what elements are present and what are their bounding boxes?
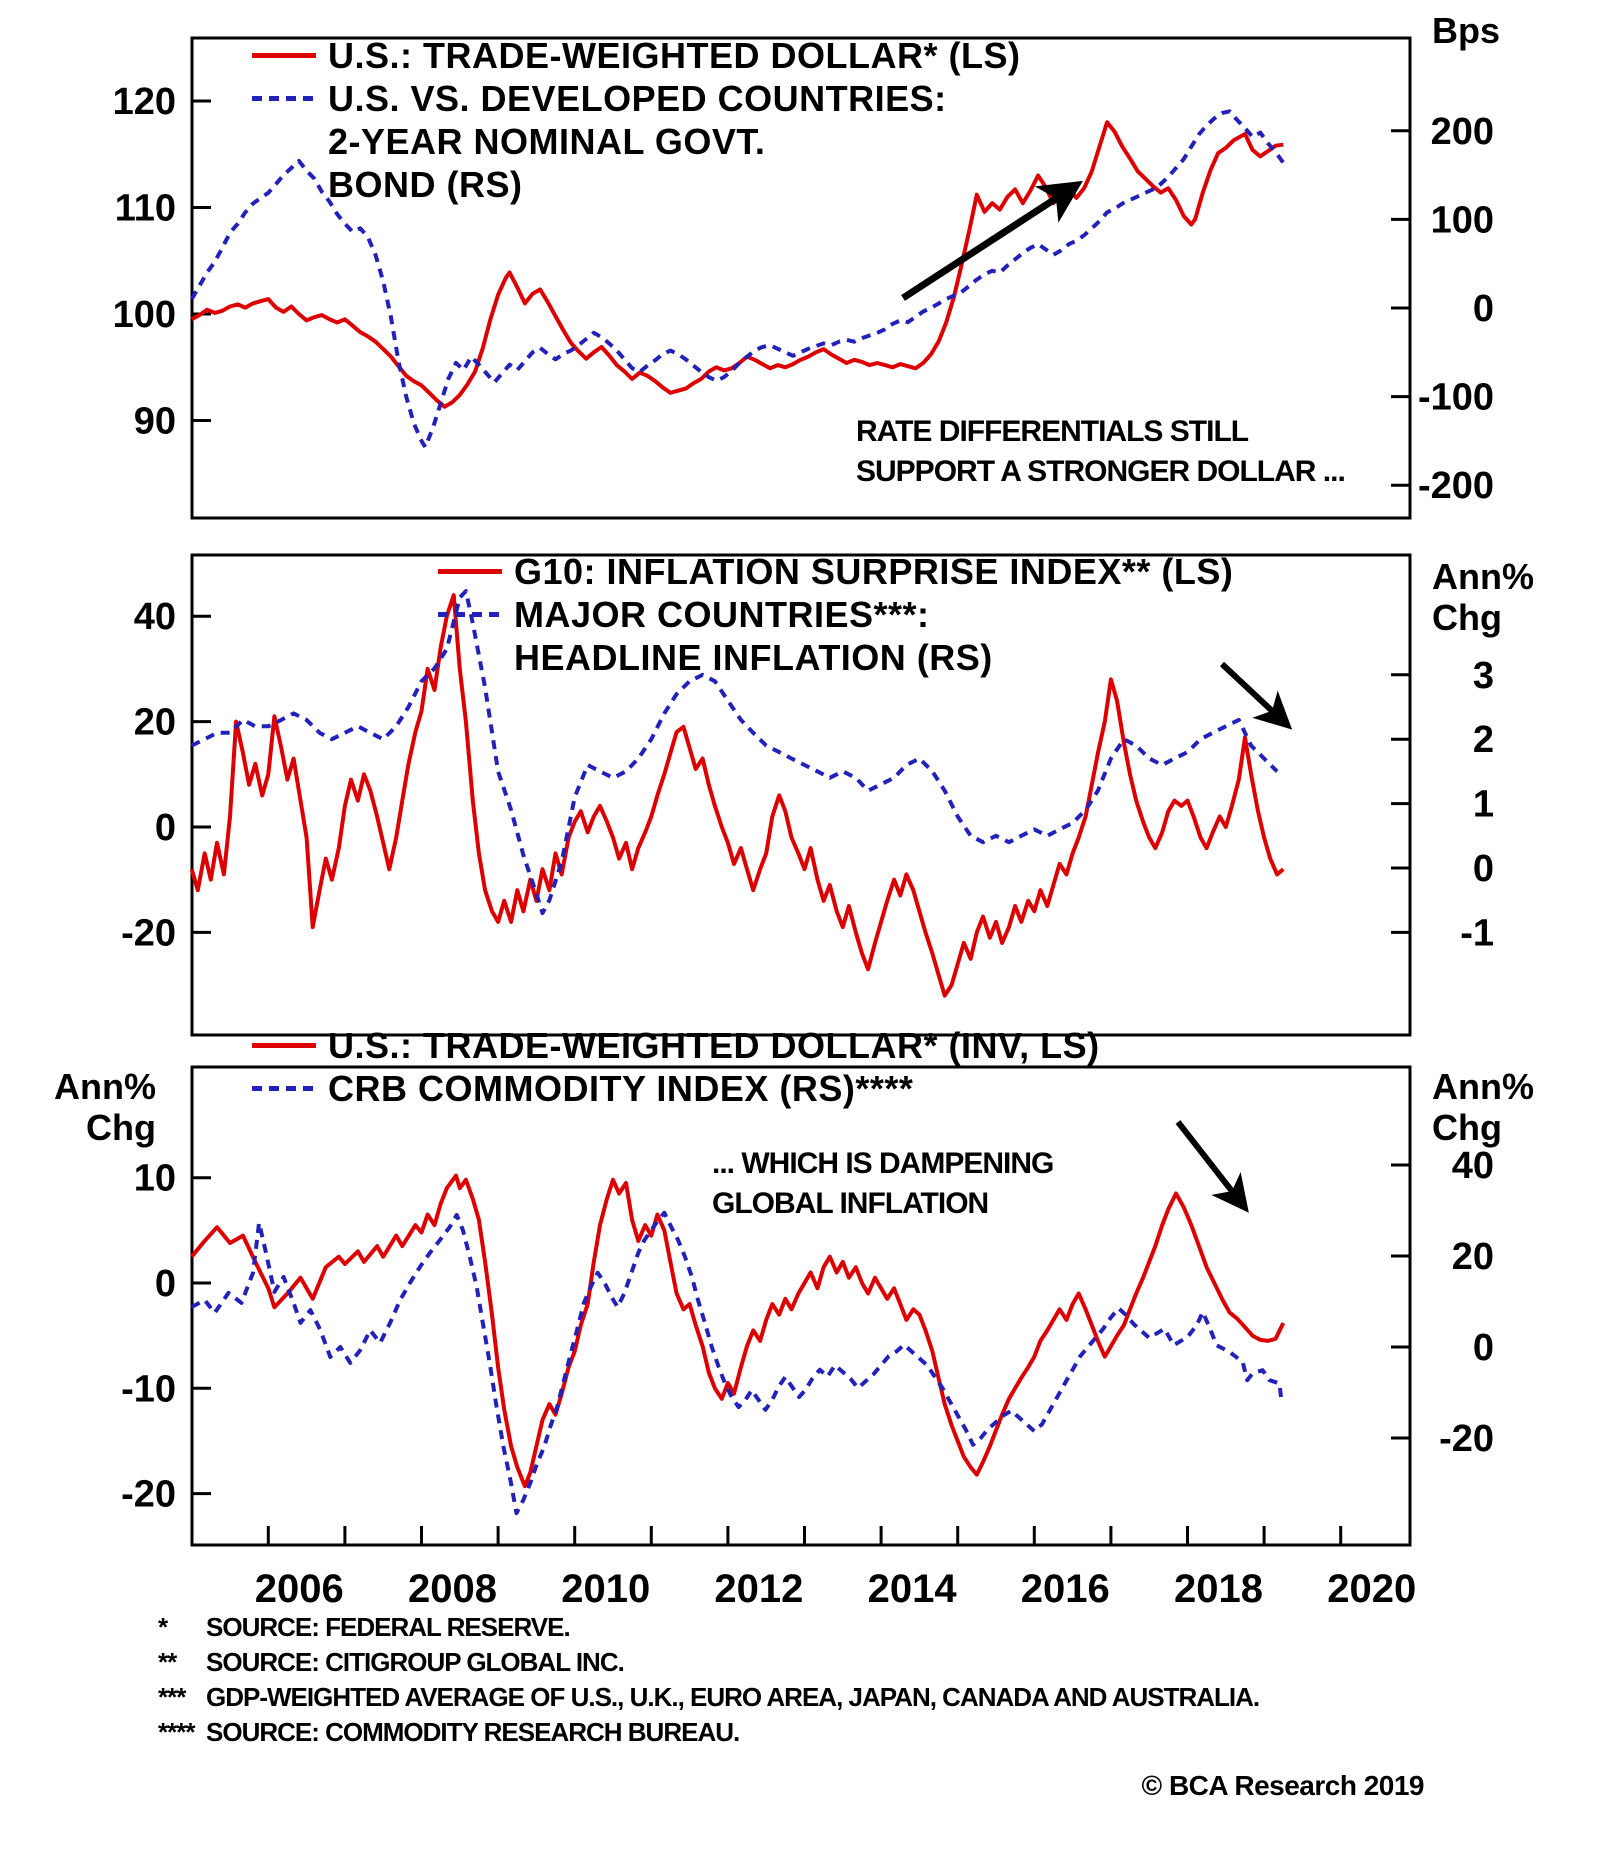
blue-dashed-sample — [252, 1086, 316, 1091]
annotation-line: GLOBAL INFLATION — [712, 1187, 989, 1220]
footnote-marker: ** — [158, 1647, 177, 1677]
svg-text:0: 0 — [1472, 1327, 1494, 1369]
legend-label: U.S. VS. DEVELOPED COUNTRIES: — [328, 78, 947, 119]
footnote — [158, 1680, 1398, 1715]
svg-text:20: 20 — [133, 701, 176, 744]
svg-text:-100: -100 — [1417, 376, 1494, 419]
red-line-sample — [252, 53, 316, 58]
axis-unit-line: Ann% — [54, 1066, 156, 1107]
svg-text:0: 0 — [154, 807, 176, 849]
legend-label: CRB COMMODITY INDEX (RS)**** — [328, 1068, 914, 1109]
svg-text:2008: 2008 — [408, 1567, 497, 1611]
footnote-marker: * — [158, 1612, 168, 1642]
axis-unit-annpct-p3-left — [38, 1066, 156, 1148]
legend-panel3 — [252, 1024, 1100, 1110]
annotation-line: ... WHICH IS DAMPENING — [712, 1147, 1054, 1180]
legend-label: MAJOR COUNTRIES***: — [514, 594, 930, 635]
svg-text:-1: -1 — [1460, 912, 1494, 955]
axis-unit-annpct-p3-right — [1432, 1066, 1534, 1148]
footnote-text: SOURCE: FEDERAL RESERVE. — [206, 1612, 570, 1642]
legend-panel1 — [252, 34, 1020, 206]
blue-dashed-sample — [438, 612, 502, 617]
svg-text:90: 90 — [133, 400, 176, 443]
annotation-rate-differentials — [856, 412, 1345, 492]
legend-label: U.S.: TRADE-WEIGHTED DOLLAR* (LS) — [328, 35, 1021, 76]
annotation-line: RATE DIFFERENTIALS STILL — [856, 415, 1249, 448]
red-line-sample — [252, 1043, 316, 1048]
svg-text:40: 40 — [1451, 1145, 1494, 1187]
svg-text:-20: -20 — [121, 912, 176, 955]
svg-text:0: 0 — [1472, 288, 1494, 330]
svg-text:2010: 2010 — [561, 1567, 651, 1611]
svg-text:120: 120 — [112, 81, 176, 123]
svg-text:20: 20 — [1451, 1236, 1494, 1278]
svg-text:40: 40 — [133, 596, 176, 639]
footnote-text: GDP-WEIGHTED AVERAGE OF U.S., U.K., EURO AREA, JAPAN, CANADA AND AUSTRALIA. — [206, 1682, 1260, 1712]
svg-text:3: 3 — [1472, 654, 1494, 697]
legend-item-dollar-inv — [252, 1024, 1100, 1067]
svg-text:1: 1 — [1472, 783, 1494, 826]
footnote-marker: **** — [158, 1717, 195, 1747]
legend-item-crb — [252, 1067, 1100, 1110]
svg-text:110: 110 — [114, 187, 176, 230]
copyright-note: © BCA Research 2019 — [1141, 1770, 1424, 1801]
svg-text:2006: 2006 — [254, 1567, 344, 1611]
annotation-line: SUPPORT A STRONGER DOLLAR ... — [856, 455, 1345, 488]
svg-text:2016: 2016 — [1020, 1567, 1110, 1611]
axis-unit-line: Chg — [1432, 597, 1502, 638]
footnotes — [158, 1610, 1398, 1750]
svg-text:-20: -20 — [1439, 1418, 1494, 1460]
legend-label: U.S.: TRADE-WEIGHTED DOLLAR* (INV, LS) — [328, 1025, 1100, 1066]
svg-text:10: 10 — [133, 1157, 176, 1200]
svg-text:0: 0 — [1472, 848, 1494, 890]
svg-text:2020: 2020 — [1327, 1567, 1417, 1611]
legend-item-rate-differential — [252, 77, 1020, 120]
axis-unit-line: Chg — [1432, 1107, 1502, 1148]
svg-text:100: 100 — [1430, 199, 1494, 242]
axis-unit-line: Chg — [86, 1107, 156, 1148]
legend-item-inflation-surprise — [438, 550, 1233, 593]
legend-panel2 — [438, 550, 1233, 679]
axis-unit-line: Ann% — [1432, 1066, 1534, 1107]
footnote — [158, 1610, 1398, 1645]
axis-unit-annpct-p2 — [1432, 556, 1534, 638]
legend-item-dollar — [252, 34, 1020, 77]
legend-label-cont: BOND (RS) — [328, 164, 523, 205]
svg-text:2: 2 — [1472, 719, 1494, 762]
axis-unit-bps: Bps — [1432, 10, 1501, 51]
svg-text:100: 100 — [112, 294, 176, 336]
legend-label: G10: INFLATION SURPRISE INDEX** (LS) — [514, 551, 1234, 592]
footnote — [158, 1715, 1398, 1750]
footnote-text: SOURCE: COMMODITY RESEARCH BUREAU. — [206, 1717, 740, 1747]
svg-text:2012: 2012 — [714, 1567, 804, 1611]
svg-text:200: 200 — [1430, 110, 1494, 153]
svg-text:-200: -200 — [1417, 465, 1494, 508]
footnote — [158, 1645, 1398, 1680]
legend-label-cont: HEADLINE INFLATION (RS) — [514, 637, 993, 678]
legend-label-cont: 2-YEAR NOMINAL GOVT. — [328, 121, 766, 162]
legend-item-headline-inflation — [438, 593, 1233, 636]
red-line-sample — [438, 569, 502, 574]
svg-text:0: 0 — [154, 1263, 176, 1305]
footnote-marker: *** — [158, 1682, 186, 1712]
svg-text:-10: -10 — [121, 1368, 176, 1411]
blue-dashed-sample — [252, 96, 316, 101]
svg-text:-20: -20 — [121, 1473, 176, 1516]
annotation-dampening-inflation — [712, 1144, 1053, 1224]
axis-unit-line: Ann% — [1432, 556, 1534, 597]
svg-text:2014: 2014 — [867, 1567, 957, 1611]
footnote-text: SOURCE: CITIGROUP GLOBAL INC. — [206, 1647, 624, 1677]
svg-text:2018: 2018 — [1174, 1567, 1263, 1611]
